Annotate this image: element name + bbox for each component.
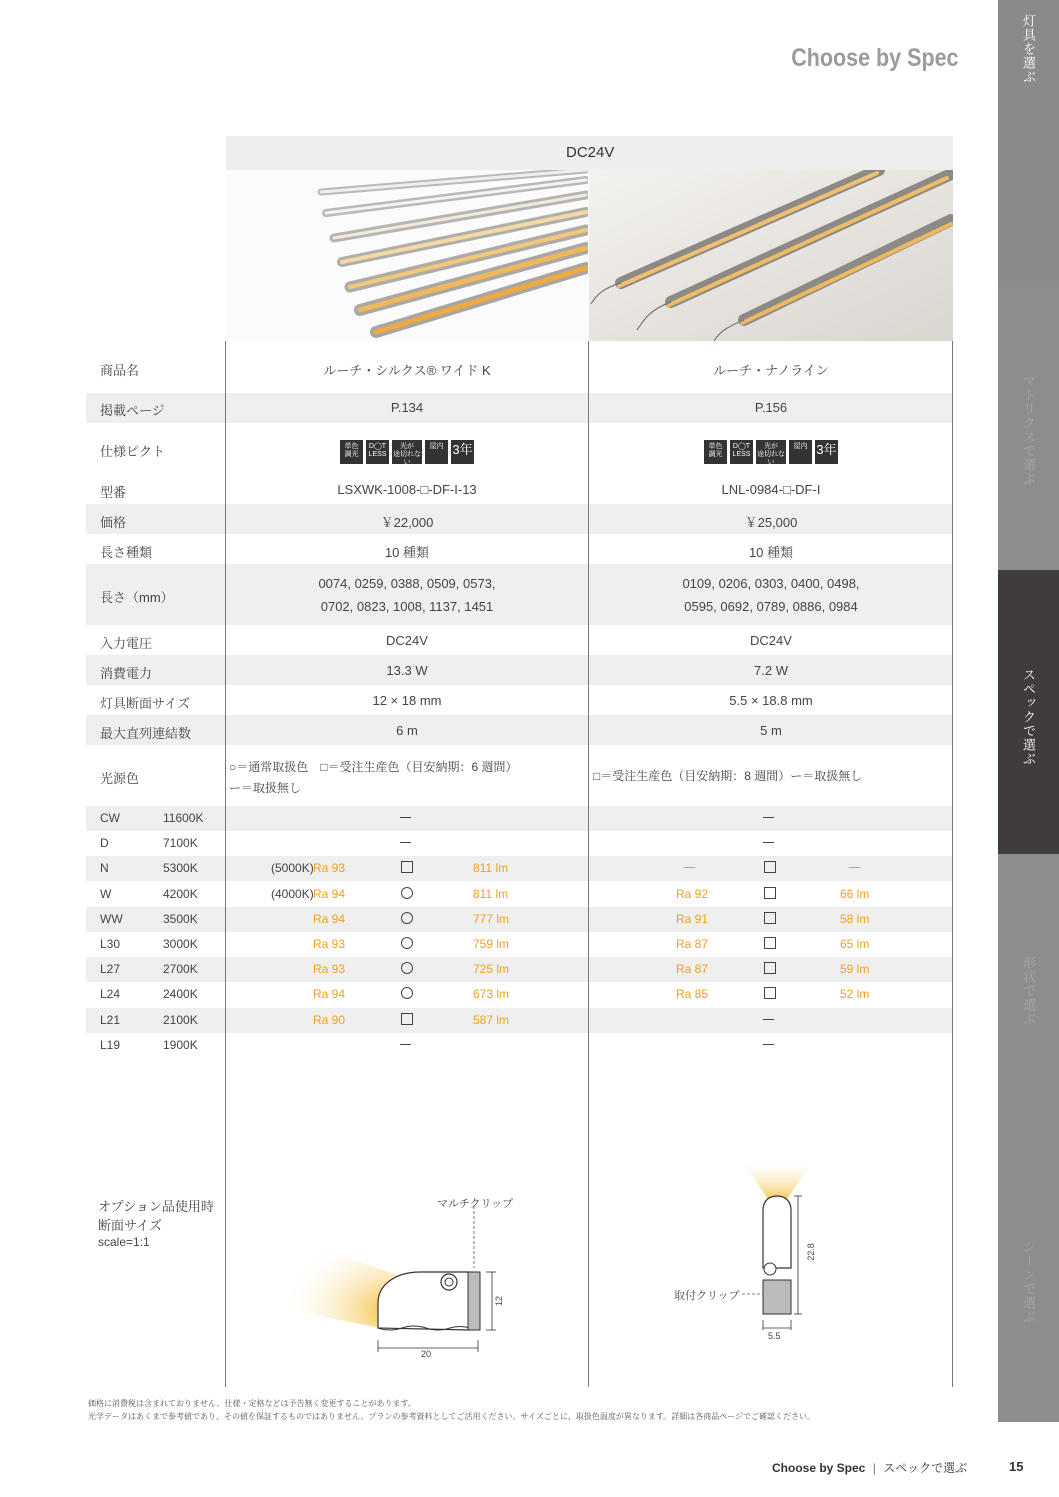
light-color-legend-b: □＝受注生産色（目安納期：8 週間）ー＝取扱無し	[593, 769, 863, 783]
column-divider-1	[225, 341, 226, 1387]
not-available-mark	[763, 1044, 774, 1045]
color-row-n	[86, 856, 953, 881]
length-b-1: 0109, 0206, 0303, 0400, 0498,	[682, 576, 860, 591]
ra-value: Ra 90	[313, 1012, 346, 1027]
not-available-mark	[400, 1044, 411, 1045]
standard-color-mark	[401, 912, 413, 924]
made-to-order-mark	[764, 912, 776, 924]
ra-value: Ra 92	[676, 886, 709, 901]
color-temp: 2700K	[163, 962, 198, 977]
column-divider-2	[588, 341, 589, 1387]
dimming-icon: 単色 調光	[704, 440, 727, 464]
price-a: ￥22,000	[380, 515, 434, 530]
ra-value: Ra 87	[676, 962, 709, 977]
power-b: 7.2 W	[754, 663, 788, 678]
standard-color-mark	[401, 987, 413, 999]
footnote-2: 光学データはあくまで参考値であり、その値を保証するものではありません。プランの参考資料としてご活用ください。サイズごとに、取扱色温度が異なります。詳細は各商品ページでご確認ください。	[88, 1412, 816, 1421]
lumen-value: 66 lm	[840, 886, 870, 901]
indoor-icon: 屋内	[425, 440, 448, 464]
lumen-value: 52 lm	[840, 987, 870, 1002]
lumen-value: 777 lm	[473, 911, 510, 926]
page-a[interactable]: P.134	[390, 400, 424, 415]
made-to-order-mark	[764, 987, 776, 999]
section-drawing-nanoline	[700, 1150, 850, 1340]
footnote-1: 価格に消費税は含まれておりません。仕様・定格などは予告無く変更することがあります。	[88, 1399, 416, 1408]
option-label-3: scale=1:1	[98, 1235, 150, 1249]
standard-color-mark	[401, 887, 413, 899]
length-b-2: 0595, 0692, 0789, 0886, 0984	[684, 599, 858, 614]
color-code: L30	[100, 937, 121, 951]
color-row-ww	[86, 907, 953, 932]
length-types-b: 10 種類	[748, 545, 794, 560]
page-b[interactable]: P.156	[754, 400, 788, 415]
color-temp: 3500K	[163, 911, 198, 926]
voltage-band: DC24V	[226, 136, 953, 170]
standard-color-mark	[401, 962, 413, 974]
ra-value: Ra 94	[313, 886, 346, 901]
pictograms-a	[226, 436, 588, 464]
light-color-legend-a-2: ー＝取扱無し	[229, 781, 302, 795]
side-tab-scene[interactable]: シーンで選ぶ	[998, 1138, 1059, 1422]
color-temp: 3000K	[163, 937, 198, 951]
color-code: L24	[100, 987, 121, 1002]
made-to-order-mark	[401, 1013, 413, 1025]
color-temp: 2100K	[163, 1012, 198, 1027]
color-code: D	[100, 836, 109, 851]
row-power: 消費電力	[86, 655, 953, 685]
ra-value: Ra 93	[313, 937, 346, 951]
not-available-mark	[849, 867, 860, 868]
row-section: 灯具断面サイズ	[100, 696, 190, 711]
color-temp: 1900K	[163, 1037, 198, 1052]
color-temp: 5300K	[163, 861, 198, 876]
row-voltage: 入力電圧	[100, 636, 153, 651]
length-a-2: 0702, 0823, 1008, 1137, 1451	[320, 599, 494, 614]
row-length: 長さ（mm）	[86, 564, 953, 625]
side-tab-shape[interactable]: 形状で選ぶ	[998, 854, 1059, 1138]
voltage-b: DC24V	[750, 633, 792, 648]
made-to-order-mark	[764, 887, 776, 899]
product-name-a: ルーチ・シルクス® ワイド K	[323, 363, 491, 378]
section-drawing-silks	[280, 1188, 530, 1368]
dimension-b-width: 5.5	[768, 1331, 781, 1341]
made-to-order-mark	[764, 861, 776, 873]
lumen-value: 65 lm	[840, 937, 870, 951]
indoor-icon: 屋内	[789, 440, 812, 464]
alt-temp: (5000K)	[271, 861, 314, 876]
section-b: 5.5 × 18.8 mm	[729, 693, 813, 708]
not-available-mark	[400, 817, 411, 818]
side-tab-lamp[interactable]: 灯具を選ぶ	[998, 0, 1059, 286]
color-row-l24	[86, 982, 953, 1007]
lumen-value: 811 lm	[473, 886, 509, 901]
made-to-order-mark	[764, 937, 776, 949]
lumen-value: 811 lm	[473, 861, 509, 876]
length-types-a: 10 種類	[384, 545, 430, 560]
dotless-icon: D◯T LESS	[366, 440, 389, 464]
color-row-l21	[86, 1008, 953, 1033]
continuous-light-icon: 光が 途切れない	[756, 440, 786, 464]
row-price: 価格	[86, 504, 953, 534]
lumen-value: 673 lm	[473, 987, 510, 1002]
ra-value: Ra 93	[313, 861, 346, 876]
warranty-icon: 3年	[451, 440, 474, 464]
made-to-order-mark	[401, 861, 413, 873]
color-row-d	[86, 831, 953, 856]
section-a: 12 × 18 mm	[372, 693, 442, 708]
max-series-b: 5 m	[760, 723, 782, 738]
voltage-a: DC24V	[386, 633, 428, 648]
multi-clip-label: マルチクリップ	[437, 1198, 514, 1210]
lumen-value: 58 lm	[840, 911, 870, 926]
color-row-l27	[86, 957, 953, 982]
dimming-icon: 単色 調光	[340, 440, 363, 464]
color-row-l19	[86, 1033, 953, 1058]
row-pictogram: 仕様ピクト	[100, 444, 166, 459]
row-page: 掲載ページ	[86, 393, 953, 423]
color-code: L27	[100, 962, 121, 977]
light-color-legend-a-1: ○＝通常取扱色 □＝受注生産色（目安納期：6 週間）	[229, 760, 518, 774]
not-available-mark	[400, 842, 411, 843]
color-temp: 2400K	[163, 987, 198, 1002]
lumen-value: 587 lm	[473, 1012, 510, 1027]
not-available-mark	[684, 867, 695, 868]
color-code: W	[100, 886, 112, 901]
ra-value: Ra 85	[676, 987, 709, 1002]
dimension-a-width: 20	[421, 1349, 432, 1359]
row-length-types: 長さ種類	[100, 545, 153, 560]
row-model: 型番	[100, 485, 127, 500]
lumen-value: 759 lm	[473, 937, 510, 951]
page-number: 15	[1009, 1459, 1024, 1474]
dotless-icon: D◯T LESS	[730, 440, 753, 464]
model-a: LSXWK-1008-□-DF-I-13	[337, 482, 477, 497]
price-b: ￥25,000	[744, 515, 798, 530]
lumen-value: 725 lm	[473, 962, 510, 977]
mount-clip-label: 取付クリップ	[674, 1290, 740, 1302]
max-series-a: 6 m	[396, 723, 418, 738]
side-tab-spec[interactable]: スペックで選ぶ	[998, 570, 1059, 854]
column-divider-3	[952, 341, 953, 1387]
color-row-w	[86, 882, 953, 907]
color-temp: 11600K	[163, 811, 204, 825]
lumen-value: 59 lm	[840, 962, 870, 977]
ra-value: Ra 94	[313, 911, 346, 926]
power-a: 13.3 W	[386, 663, 428, 678]
not-available-mark	[763, 842, 774, 843]
dimension-a-height: 12	[494, 1295, 505, 1307]
page-title: Choose by Spec	[790, 44, 958, 72]
color-row-l30	[86, 932, 953, 957]
option-label-2: 断面サイズ	[98, 1218, 162, 1233]
product-photo-silks	[226, 170, 588, 341]
color-code: L19	[100, 1037, 121, 1052]
ra-value: Ra 91	[676, 911, 709, 926]
continuous-light-icon: 光が 途切れない	[392, 440, 422, 464]
not-available-mark	[763, 1019, 774, 1020]
color-code: L21	[100, 1012, 121, 1027]
alt-temp: (4000K)	[271, 886, 314, 901]
product-name-b: ルーチ・ナノライン	[713, 363, 829, 378]
color-temp: 4200K	[163, 886, 198, 901]
standard-color-mark	[401, 937, 413, 949]
dimension-b-height: 22.8	[805, 1243, 816, 1261]
row-light-color: 光源色	[100, 771, 140, 786]
row-product-name: 商品名	[100, 363, 140, 378]
row-max-series: 最大直列連結数	[86, 715, 953, 745]
ra-value: Ra 94	[313, 987, 346, 1002]
color-code: WW	[100, 911, 123, 926]
color-code: CW	[100, 811, 120, 825]
product-photo-nanoline	[589, 170, 953, 341]
pictograms-b	[589, 436, 953, 464]
ra-value: Ra 87	[676, 937, 709, 951]
ra-value: Ra 93	[313, 962, 346, 977]
option-label-1: オプション品使用時	[98, 1199, 214, 1214]
side-tab-matrix[interactable]: マトリクスで選ぶ	[998, 286, 1059, 570]
model-b: LNL-0984-□-DF-I	[721, 482, 821, 497]
made-to-order-mark	[764, 962, 776, 974]
color-row-cw	[86, 806, 953, 831]
warranty-icon: 3年	[815, 440, 838, 464]
color-temp: 7100K	[163, 836, 198, 851]
length-a-1: 0074, 0259, 0388, 0509, 0573,	[318, 576, 496, 591]
color-code: N	[100, 861, 109, 876]
footer-title: Choose by Spec | スペックで選ぶ	[772, 1461, 968, 1475]
not-available-mark	[763, 817, 774, 818]
